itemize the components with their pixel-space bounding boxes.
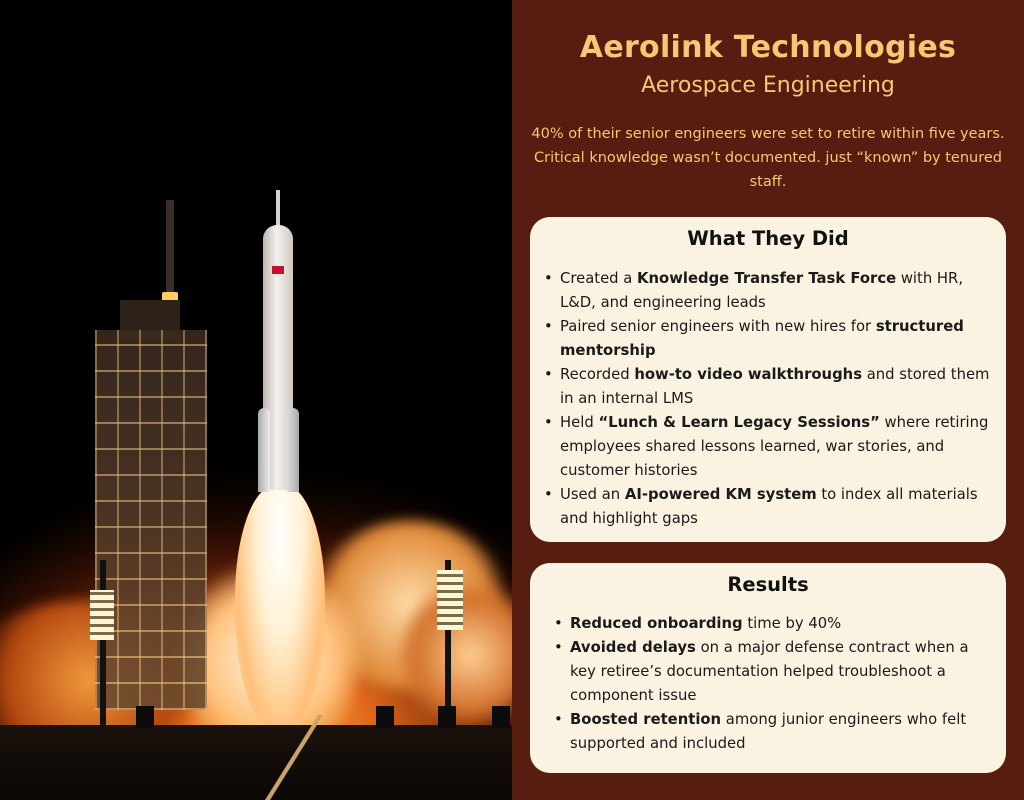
list-item: • Used an AI-powered KM system to index all materials and highlight gaps [560,483,994,531]
card-title: What They Did [687,227,849,250]
ground [0,725,512,800]
actions-list [560,267,994,531]
ground-marker [136,706,154,728]
rocket-booster [258,408,270,492]
card-title: Results [727,573,809,596]
list-item: • Avoided delays on a major defense contract when a key retiree’s documentation helped troubleshoot a component issue [570,636,994,708]
list-item: • Reduced onboarding time by 40% [570,612,994,636]
ground-marker [492,706,510,728]
industry-label: Aerospace Engineering [641,73,895,98]
ground-marker [438,706,456,728]
case-study-panel [512,0,1024,800]
company-name: Aerolink Technologies [579,30,957,65]
list-item: • Recorded how-to video walkthroughs and stored them in an internal LMS [560,363,994,411]
list-item: • Boosted retention among junior engineers who felt supported and included [570,708,994,756]
rocket-flag [272,266,284,274]
floodlight [437,570,463,630]
what-they-did-card [530,217,1006,542]
results-card [530,563,1006,773]
rocket-booster [287,408,299,492]
ground-marker [376,706,394,728]
rocket-escape-tower [276,190,280,230]
list-item: • Paired senior engineers with new hires for structured mentorship [560,315,994,363]
exhaust-plume [235,485,325,735]
floodlight [90,590,114,640]
results-list [570,612,994,756]
list-item: • Held “Lunch & Learn Legacy Sessions” where retiring employees shared lessons learned, war stories, and customer histories [560,411,994,483]
list-item: • Created a Knowledge Transfer Task Force with HR, L&D, and engineering leads [560,267,994,315]
intro-text: 40% of their senior engineers were set to retire within five years. Critical knowledge wasn’t documented. just “known” by tenured staff. [531,126,1005,190]
launch-tower [95,330,207,710]
floodlight-pole [100,560,106,730]
